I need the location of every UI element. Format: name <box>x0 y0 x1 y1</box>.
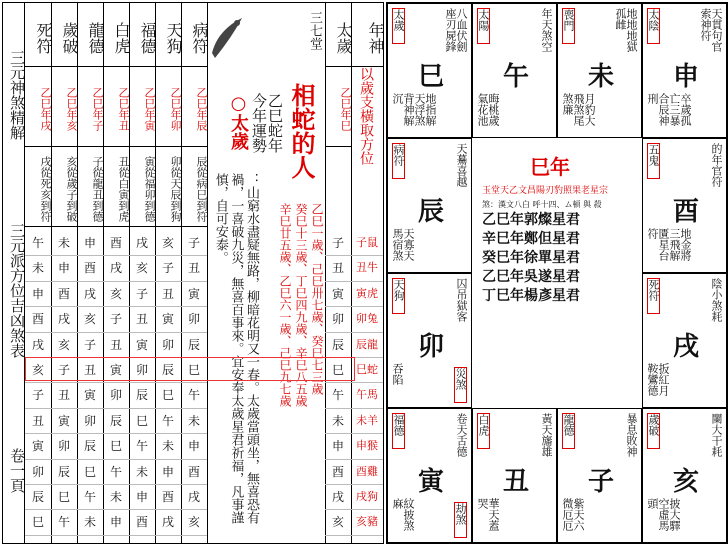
table-cell: 卯 <box>155 333 181 358</box>
table-cell: 酉 <box>325 460 351 485</box>
table-cell: 子 <box>103 307 129 332</box>
table-cell: 戌 <box>129 231 155 256</box>
palace-bottom-stars: 華天蓋哭 <box>476 498 500 531</box>
table-cell: 酉 <box>155 485 181 510</box>
table-cell: 戌 <box>155 510 181 535</box>
table-cell: 巳 <box>181 358 207 383</box>
table-cell: 卯兔 <box>351 307 383 332</box>
table-cell: 巳 <box>77 460 103 485</box>
palace-未 <box>557 3 642 138</box>
table-cell: 巳 <box>51 485 77 510</box>
star-line: 癸巳年徐單星君 <box>482 250 580 266</box>
nianshen-head: 年神 <box>351 3 383 67</box>
table-cell: 午 <box>51 510 77 535</box>
palace-branch: 亥 <box>673 467 700 497</box>
table-cell: 丑 <box>181 256 207 281</box>
palace-sha-box: 病符 <box>392 143 405 179</box>
table-cell: 午 <box>103 460 129 485</box>
taisui-head: 太歲 <box>325 3 351 67</box>
year-line: 乙巳蛇年 <box>266 93 284 153</box>
table-cell: 巳 <box>155 383 181 408</box>
column-mid: 辰從病巳到符 <box>181 147 207 227</box>
palace-子 <box>557 408 642 543</box>
palace-sha-box: 太陰 <box>647 8 660 44</box>
table-cell: 卯 <box>129 358 155 383</box>
palace-丑 <box>472 408 557 543</box>
palace-卯 <box>387 273 472 408</box>
table-cell: 子 <box>25 383 51 408</box>
palace-sha-box: 歲破 <box>647 413 660 449</box>
table-cell: 丑 <box>77 358 103 383</box>
palace-top-stars: 天驀喜越 <box>455 143 468 187</box>
table-cell: 辰 <box>77 434 103 459</box>
table-cell: 亥豬 <box>351 510 383 535</box>
table-cell: 戌 <box>51 307 77 332</box>
table-cell: 丑 <box>325 256 351 281</box>
table-cell: 申 <box>155 460 181 485</box>
table-cell: 子 <box>181 231 207 256</box>
palace-bottom-stars: 天寡天馬宿煞 <box>391 228 415 261</box>
palace-sha-box: 福德 <box>392 413 405 449</box>
palace-sha-box-2: 劫煞 <box>454 502 467 538</box>
fortune-text: ：山窮水盡疑無路，柳暗花明又一春。太歲當頭坐，無喜恐有禍，一喜破九災，無喜百事來。宜安奉太歲星君祈福，凡事謹慎，自可安泰。 <box>212 173 259 524</box>
table-cell: 申 <box>103 510 129 535</box>
table-cell: 丑 <box>103 333 129 358</box>
table-cell: 寅 <box>181 282 207 307</box>
page-label: 卷一頁 <box>3 393 25 543</box>
palace-sha-box: 太歲 <box>392 8 405 44</box>
table-cell: 申 <box>181 434 207 459</box>
column-red: 乙巳年寅 <box>129 67 155 147</box>
palace-bottom-stars: 月豹大飛煞尾煞廉 <box>561 93 596 126</box>
table-cell: 酉雞 <box>351 460 383 485</box>
table-cell: 亥 <box>103 282 129 307</box>
nianshen-sub: 以歲支橫取方位 <box>358 67 374 165</box>
table-cell: 未 <box>325 409 351 434</box>
palace-branch: 卯 <box>418 332 445 362</box>
column-red: 乙巳年戌 <box>25 67 51 147</box>
table-cell: 卯 <box>103 383 129 408</box>
table-cell: 申猴 <box>351 434 383 459</box>
column-red: 乙巳年子 <box>77 67 103 147</box>
age-line-3: 辛巳廿五歲、乙巳六一歲、己巳九七歲 <box>278 203 292 407</box>
table-cell: 寅 <box>325 282 351 307</box>
column-mid: 丑從白寅到虎 <box>103 147 129 227</box>
table-cell: 丑牛 <box>351 256 383 281</box>
column-head: 死符 <box>25 3 51 67</box>
palace-top-stars: 年天煞空 <box>540 8 553 52</box>
table-cell: 寅 <box>77 383 103 408</box>
table-cell: 丑 <box>155 282 181 307</box>
table-cell: 辰 <box>325 333 351 358</box>
palace-chart <box>386 2 728 544</box>
table-cell: 寅 <box>25 434 51 459</box>
palace-sha-box: 白虎 <box>477 413 490 449</box>
table-cell: 亥 <box>181 510 207 535</box>
table-cell: 卯 <box>77 409 103 434</box>
palace-top-stars: 的年官符 <box>710 143 723 187</box>
palace-branch: 未 <box>588 62 615 92</box>
palace-sha-box-2: 災煞 <box>454 367 467 403</box>
table-cell: 子 <box>155 256 181 281</box>
table-cell: 亥 <box>77 307 103 332</box>
table-cell: 巳蛇 <box>351 358 383 383</box>
table-cell: 酉 <box>51 282 77 307</box>
column-red: 乙巳年辰 <box>181 67 207 147</box>
palace-top-stars: 八血伏劍座刃屍鋒 <box>444 8 468 52</box>
palace-branch: 午 <box>503 62 530 92</box>
table-cell: 未 <box>77 510 103 535</box>
table-cell: 寅 <box>51 409 77 434</box>
table-cell: 辰 <box>129 383 155 408</box>
column-head: 白虎 <box>103 3 129 67</box>
palace-top-stars: 闌大干耗 <box>710 413 723 457</box>
column-mid: 寅從福卯到德 <box>129 147 155 227</box>
palace-branch: 丑 <box>503 467 530 497</box>
table-cell: 午 <box>325 383 351 408</box>
table-cell: 未 <box>129 460 155 485</box>
table-cell: 亥 <box>155 231 181 256</box>
table-cell: 寅 <box>155 307 181 332</box>
table-cell: 未 <box>51 231 77 256</box>
star-list <box>482 211 580 306</box>
table-cell: 未 <box>155 434 181 459</box>
palace-sha-box: 死符 <box>647 278 660 314</box>
column-head: 病符 <box>181 3 207 67</box>
age-line-1: 乙巳一歲、己巳卅七歲、癸巳七三歲 <box>310 203 324 395</box>
table-cell: 辰 <box>103 409 129 434</box>
table-cell: 巳 <box>25 510 51 535</box>
palace-戌 <box>642 273 727 408</box>
sha-column <box>51 3 78 543</box>
table-subtitle: 三元派方位吉凶煞表 <box>3 183 25 393</box>
table-cell: 申 <box>25 282 51 307</box>
table-cell: 巳 <box>325 358 351 383</box>
table-cell: 午 <box>155 409 181 434</box>
direction-table <box>2 2 384 544</box>
column-red: 乙巳年卯 <box>155 67 181 147</box>
table-cell: 子 <box>325 231 351 256</box>
table-cell: 亥 <box>51 333 77 358</box>
taisui-label: ○太歲 <box>228 93 249 150</box>
star-line: 丁巳年楊彥星君 <box>482 288 580 304</box>
sha-column <box>77 3 104 543</box>
column-mid: 亥從歲子到破 <box>51 147 77 227</box>
palace-sha-box: 龍德 <box>562 413 575 449</box>
year-sub: 玉堂天乙文昌陽刃豹照果老星宗 <box>482 186 609 196</box>
table-cell: 申 <box>51 256 77 281</box>
palace-top-stars: 黃天旛雄 <box>540 413 553 457</box>
palace-巳 <box>387 3 472 138</box>
table-cell: 未 <box>181 409 207 434</box>
palace-sha-box: 喪門 <box>562 8 575 44</box>
palace-申 <box>642 3 727 138</box>
column-head: 歲破 <box>51 3 77 67</box>
palace-sha-box: 天狗 <box>392 278 405 314</box>
table-cell: 丑 <box>129 307 155 332</box>
table-cell: 亥 <box>325 510 351 535</box>
table-cell: 酉 <box>77 256 103 281</box>
table-cell: 午馬 <box>351 383 383 408</box>
table-cell: 戌 <box>181 485 207 510</box>
column-mid: 卯從天辰到狗 <box>155 147 181 227</box>
palace-bottom-stars: 紋披煞麻 <box>391 498 415 531</box>
table-cell: 午 <box>25 231 51 256</box>
palace-top-stars: 囚吊獄客 <box>455 278 468 322</box>
table-cell: 寅虎 <box>351 282 383 307</box>
column-head: 天狗 <box>155 3 181 67</box>
fortune-line: 今年運勢 <box>250 93 268 153</box>
table-cell: 子 <box>51 358 77 383</box>
table-cell: 寅 <box>129 333 155 358</box>
palace-top-stars: 地地地獄孤雌 <box>614 8 638 52</box>
table-cell: 丑 <box>51 383 77 408</box>
table-cell: 卯 <box>25 460 51 485</box>
table-cell: 辰龍 <box>351 333 383 358</box>
column-mid: 戌從死亥到符 <box>25 147 51 227</box>
table-cell: 酉 <box>129 510 155 535</box>
table-cell: 戌 <box>325 485 351 510</box>
year-title: 巳年 <box>530 155 570 179</box>
age-line-2: 癸巳十三歲、丁巳四九歲、辛巳八五歲 <box>294 203 308 407</box>
taisui-column <box>325 3 352 543</box>
table-cell: 辰 <box>25 485 51 510</box>
palace-top-stars: 暴息敗神 <box>625 413 638 457</box>
palace-top-stars: 卷天舌德 <box>455 413 468 457</box>
table-cell: 戌 <box>77 282 103 307</box>
table-cell: 申 <box>77 231 103 256</box>
palace-branch: 子 <box>588 467 615 497</box>
taisui-red: 乙巳年巳 <box>325 67 351 147</box>
table-cell: 丑 <box>25 409 51 434</box>
table-cell: 亥 <box>129 256 155 281</box>
palace-branch: 辰 <box>418 197 445 227</box>
table-cell: 卯 <box>51 434 77 459</box>
palace-top-stars: 陰小煞耗 <box>710 278 723 322</box>
palace-bottom-stars: 披大驛空虛馬頭 <box>646 498 681 531</box>
column-mid: 子從龍丑到德 <box>77 147 103 227</box>
center-text-panel <box>207 3 326 543</box>
table-cell: 申 <box>129 485 155 510</box>
palace-branch: 酉 <box>673 197 700 227</box>
palace-bottom-stars: 扳紅月鞍鸞德 <box>646 363 670 396</box>
palace-bottom-stars: 地指解天浮煞背神解沉 <box>391 93 437 126</box>
sha-column <box>103 3 130 543</box>
table-cell: 午 <box>77 485 103 510</box>
table-cell: 午 <box>129 434 155 459</box>
table-cell: 未羊 <box>351 409 383 434</box>
table-cell: 子 <box>77 333 103 358</box>
table-cell: 酉 <box>103 231 129 256</box>
column-red: 乙巳年亥 <box>51 67 77 147</box>
palace-酉 <box>642 138 727 273</box>
table-cell: 巳 <box>129 409 155 434</box>
palace-bottom-stars: 地金將三飛解匱星台符 <box>646 228 692 261</box>
table-cell: 子 <box>129 282 155 307</box>
notes: 煞：漢文八白 呼十四、ム頓 與 殺 <box>482 200 602 209</box>
palace-辰 <box>387 138 472 273</box>
column-red: 乙巳年丑 <box>103 67 129 147</box>
table-cell: 卯 <box>181 307 207 332</box>
palace-branch: 寅 <box>418 467 445 497</box>
table-cell: 巳 <box>103 434 129 459</box>
center-red-heading: 相蛇的人 <box>287 83 316 179</box>
table-cell: 未 <box>103 485 129 510</box>
bird-icon <box>211 13 247 63</box>
palace-bottom-stars: 紫天六微厄厄 <box>561 498 585 531</box>
table-cell: 酉 <box>181 460 207 485</box>
table-cell: 午 <box>181 383 207 408</box>
star-line: 乙巳年郭燦星君 <box>482 212 580 228</box>
nianshen-column <box>351 3 383 543</box>
table-cell: 未 <box>25 256 51 281</box>
sha-column <box>129 3 156 543</box>
palace-午 <box>472 3 557 138</box>
star-line: 乙巳年吳遂星君 <box>482 269 580 285</box>
palace-亥 <box>642 408 727 543</box>
table-cell: 亥 <box>25 358 51 383</box>
table-cell: 酉 <box>25 307 51 332</box>
table-cell: 卯 <box>325 307 351 332</box>
star-line: 辛巳年鄭但星君 <box>482 231 580 247</box>
table-cell: 戌 <box>103 256 129 281</box>
column-head: 福德 <box>129 3 155 67</box>
palace-bottom-stars: 吞陷 <box>391 363 404 385</box>
sha-column <box>155 3 182 543</box>
table-cell: 子鼠 <box>351 231 383 256</box>
palace-branch: 戌 <box>673 332 700 362</box>
table-cell: 辰 <box>181 333 207 358</box>
table-cell: 辰 <box>51 460 77 485</box>
table-cell: 戌狗 <box>351 485 383 510</box>
palace-bottom-stars: 晦桃歲氣花池 <box>476 93 500 126</box>
sha-column <box>25 3 52 543</box>
palace-bottom-stars: 卒歲孤亡三暴合辰神刑 <box>646 93 692 126</box>
palace-寅 <box>387 408 472 543</box>
table-cell: 辰 <box>155 358 181 383</box>
table-cell: 申 <box>325 434 351 459</box>
palace-branch: 申 <box>673 62 700 92</box>
table-cell: 寅 <box>103 358 129 383</box>
sha-column <box>181 3 208 543</box>
palace-top-stars: 天貫句官索神符 <box>699 8 723 52</box>
palace-sha-box: 太陽 <box>477 8 490 44</box>
book-title: 三元神煞精解 <box>3 3 25 183</box>
center-title: 三七堂 <box>307 11 322 50</box>
column-head: 龍德 <box>77 3 103 67</box>
palace-branch: 巳 <box>418 62 445 92</box>
table-cell: 戌 <box>25 333 51 358</box>
palace-sha-box: 五鬼 <box>647 143 660 179</box>
